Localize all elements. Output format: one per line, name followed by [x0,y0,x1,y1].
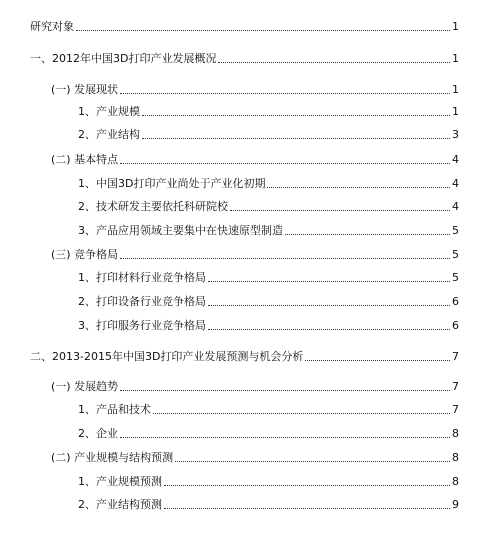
toc-entry-chapter-2[interactable] [30,348,459,364]
toc-entry-label: 一、2012年中国3D打印产业发展概况 [30,52,217,65]
dot-leader [230,210,450,211]
toc-entry-section-1-3[interactable] [51,246,459,262]
toc-entry-item[interactable] [78,293,459,309]
toc-page-number: 5 [452,271,459,284]
toc-entry-item[interactable] [78,401,459,417]
toc-page-number: 6 [452,319,459,332]
dot-leader [120,163,450,164]
toc-entry-label: 3、打印服务行业竞争格局 [78,319,206,332]
dot-leader [285,234,450,235]
toc-entry-item[interactable] [78,175,459,191]
toc-entry-label: (二) 产业规模与结构预测 [51,451,174,464]
toc-entry-label: 2、产业结构 [78,128,140,141]
toc-page-number: 1 [452,105,459,118]
dot-leader [208,329,450,330]
toc-page-number: 4 [452,177,459,190]
dot-leader [175,461,450,462]
toc-entry-label: 2、打印设备行业竞争格局 [78,295,206,308]
toc-entry-item[interactable] [78,425,459,441]
toc-page-number: 7 [452,380,459,393]
dot-leader [218,62,450,63]
toc-entry-label: (一) 发展现状 [51,83,119,96]
toc-entry-label: 二、2013-2015年中国3D打印产业发展预测与机会分析 [30,350,304,363]
toc-page-number: 1 [452,83,459,96]
dot-leader [120,93,450,94]
toc-entry-label: 3、产品应用领域主要集中在快速原型制造 [78,224,283,237]
dot-leader [142,115,450,116]
toc-entry-item[interactable] [78,198,459,214]
toc-entry-label: 1、产业规模预测 [78,475,162,488]
toc-entry-label: 1、中国3D打印产业尚处于产业化初期 [78,177,266,190]
toc-page-number: 1 [452,20,459,33]
dot-leader [76,30,450,31]
toc-entry-label: 1、打印材料行业竞争格局 [78,271,206,284]
dot-leader [305,360,450,361]
toc-entry-item[interactable] [78,269,459,285]
dot-leader [208,305,450,306]
toc-page-number: 8 [452,475,459,488]
toc-entry-item[interactable] [78,317,459,333]
toc-entry-label: (二) 基本特点 [51,153,119,166]
dot-leader [120,390,450,391]
toc-page-number: 7 [452,403,459,416]
toc-page-number: 6 [452,295,459,308]
toc-entry-label: 1、产品和技术 [78,403,151,416]
dot-leader [164,485,450,486]
toc-entry-label: 研究对象 [30,20,74,33]
dot-leader [208,281,450,282]
toc-entry-research-object[interactable] [30,18,459,34]
dot-leader [120,437,450,438]
toc-entry-item[interactable] [78,126,459,142]
toc-entry-section-2-1[interactable] [51,378,459,394]
toc-entry-item[interactable] [78,222,459,238]
dot-leader [153,413,450,414]
toc-entry-label: 2、产业结构预测 [78,498,162,511]
toc-page-number: 7 [452,350,459,363]
toc-page-number: 9 [452,498,459,511]
toc-entry-label: (一) 发展趋势 [51,380,119,393]
toc-entry-label: 1、产业规模 [78,105,140,118]
toc-page-number: 8 [452,427,459,440]
toc-page-number: 4 [452,200,459,213]
toc-page-number: 3 [452,128,459,141]
dot-leader [267,187,450,188]
toc-entry-item[interactable] [78,103,459,119]
toc-page-number: 5 [452,248,459,261]
toc-entry-chapter-1[interactable] [30,50,459,66]
toc-entry-label: (三) 竞争格局 [51,248,119,261]
dot-leader [142,138,450,139]
toc-entry-item[interactable] [78,496,459,512]
toc-entry-label: 2、技术研发主要依托科研院校 [78,200,228,213]
toc-page-number: 4 [452,153,459,166]
toc-entry-label: 2、企业 [78,427,118,440]
dot-leader [164,508,450,509]
dot-leader [120,258,450,259]
toc-page-number: 8 [452,451,459,464]
toc-entry-section-1-2[interactable] [51,151,459,167]
toc-entry-item[interactable] [78,473,459,489]
toc-entry-section-2-2[interactable] [51,449,459,465]
toc-entry-section-1-1[interactable] [51,81,459,97]
toc-page-number: 5 [452,224,459,237]
toc-page-number: 1 [452,52,459,65]
